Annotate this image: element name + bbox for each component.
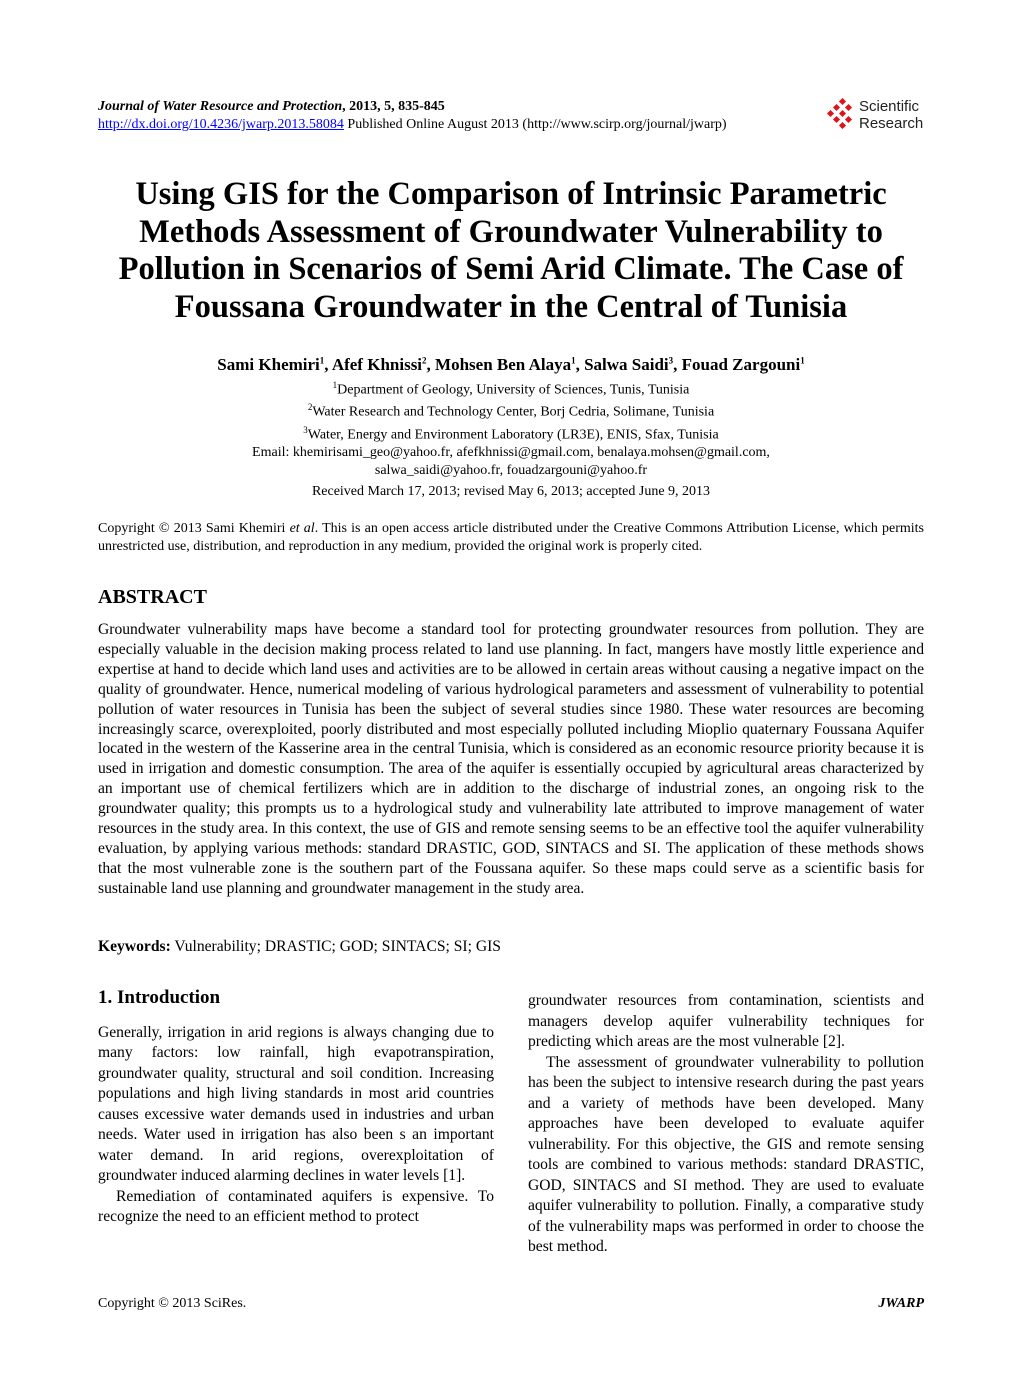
author: Afef Khnissi$^2$ [331,355,427,374]
paragraph: groundwater resources from contamination, scientists and managers develop aquifer vulnerability techniques for predicting which areas are the most vulnerable [2]. [528,992,924,1050]
journal-name: Journal of Water Resource and Protection [98,99,343,114]
author: Fouad Zargouni$^1$ [681,355,805,374]
email-line: Email: khemirisami_geo@yahoo.fr, afefkhnissi@gmail.com, benalaya.mohsen@gmail.com, [252,445,770,461]
abstract-text: Groundwater vulnerability maps have become a standard tool for protecting groundwater resources from pollution. They are especially valuable in the decision making process related to land use planning. In fact, mangers have mostly little experience and expertise at hand to decide which land uses and activities are to be allowed in certain areas without causing a negative impact on the quality of groundwater. Hence, numerical modeling of various hydrological parameters and assessment of vulnerability to potential pollution of water resources in Tunisia has been the subject of several studies since 1980. These water resources are becoming increasingly scarce, overexploited, poorly distributed and most especially polluted including Mioplio quaternary Foussana Aquifer located in the western of the Kasserine area in the central Tunisia, which is considered as an economic resource priority because it is used in irrigation and domestic consumption. The area of the aquifer is essentially occupied by agricultural areas characterized by an important use of chemical fertilizers which are in addition to the discharge of industrial zones, an ongoing risk to the groundwater quality; this prompts us to a hydrological study and vulnerability late attributed to improve management of water resources in the study area. In this context, the use of GIS and remote sensing seems to be an effective tool the aquifer vulnerability evaluation, by applying various methods: standard DRASTIC, GOD, SINTACS and SI. The application of these methods shows that the most vulnerable zone is the southern part of the Foussana aquifer. So these maps could serve as a scientific basis for sustainable land use planning and groundwater management in the study area. [98,621,924,897]
title-line: Pollution in Scenarios of Semi Arid Climate. The Case of [118,251,904,287]
affiliation: $^3$Water, Energy and Environment Laboratory (LR3E), ENIS, Sfax, Tunisia [303,424,719,443]
author: Salwa Saidi$^3$ [584,355,674,374]
affiliation: $^1$Department of Geology, University of Sciences, Tunis, Tunisia [332,380,690,398]
title-line: Methods Assessment of Groundwater Vulnerability to [139,213,883,250]
journal-header [98,98,727,134]
journal-citation: , 2013, 5, 835-845 [342,99,445,114]
doi-link[interactable]: http://dx.doi.org/10.4236/jwarp.2013.58084 [98,117,344,132]
footer-copyright: Copyright © 2013 SciRes. [98,1296,247,1311]
abstract-heading: ABSTRACT [98,586,207,608]
paper-title [98,176,924,326]
logo-line1: Scientific [859,98,920,115]
right-column [528,991,924,1258]
affiliations [98,377,924,479]
logo-diamonds-icon [826,98,856,132]
left-column [98,988,494,1228]
scientific-research-logo [826,98,923,132]
copyright-notice: Copyright © 2013 Sami Khemiri et al. This is an open access article distributed under the Creative Commons Attribution License, which permits unrestricted use, distribution, and reproduction in any medium, provided the original work is properly cited. [98,521,924,554]
author: Sami Khemiri$^1$ [217,355,325,374]
paragraph: Remediation of contaminated aquifers is expensive. To recognize the need to an efficient method to protect [98,1187,494,1225]
paragraph: The assessment of groundwater vulnerability to pollution has been the subject to intensive research during the past years and a variety of methods have been developed. Many approaches have been developed to evaluate aquifer vulnerability. For this objective, the GIS and remote sensing tools are combined to various methods: standard DRASTIC, GOD, SINTACS and SI method. They are used to evaluate aquifer vulnerability to pollution. Finally, a comparative study of the vulnerability maps was performed in order to choose the best method. [528,1053,924,1255]
email-line: salwa_saidi@yahoo.fr, fouadzargouni@yahoo.fr [374,462,648,478]
received-dates: Received March 17, 2013; revised May 6, 2013; accepted June 9, 2013 [311,484,711,499]
author-list: Sami Khemiri$^1$, Afef Khnissi$^2$, Mohsen Ben Alaya$^1$, Salwa Saidi$^3$, Fouad Zargouni$^1$ [217,355,805,374]
footer-journal: JWARP [878,1296,924,1311]
keywords: Keywords: Vulnerability; DRASTIC; GOD; SINTACS; SI; GIS [98,938,501,955]
logo-line2: Research [859,115,924,132]
affiliation: $^2$Water Research and Technology Center, Borj Cedria, Solimane, Tunisia [307,402,715,421]
paragraph: Generally, irrigation in arid regions is always changing due to many factors: low rainfall, high evapotranspiration, groundwater quality, structural and soil condition. Increasing populations and high living standards in most arid countries causes excessive water demands used in industries and urban needs. Water used in irrigation has also been s an important water demand. In arid regions, overexploitation of groundwater induced alarming declines in water levels [1]. [98,1023,494,1184]
published-info: Published Online August 2013 (http://www.scirp.org/journal/jwarp) [343,117,727,132]
title-line: Foussana Groundwater in the Central of Tunisia [174,288,848,325]
section-heading: 1. Introduction [98,987,221,1008]
title-line: Using GIS for the Comparison of Intrinsic Parametric [135,176,887,212]
author: Mohsen Ben Alaya$^1$ [435,355,576,374]
